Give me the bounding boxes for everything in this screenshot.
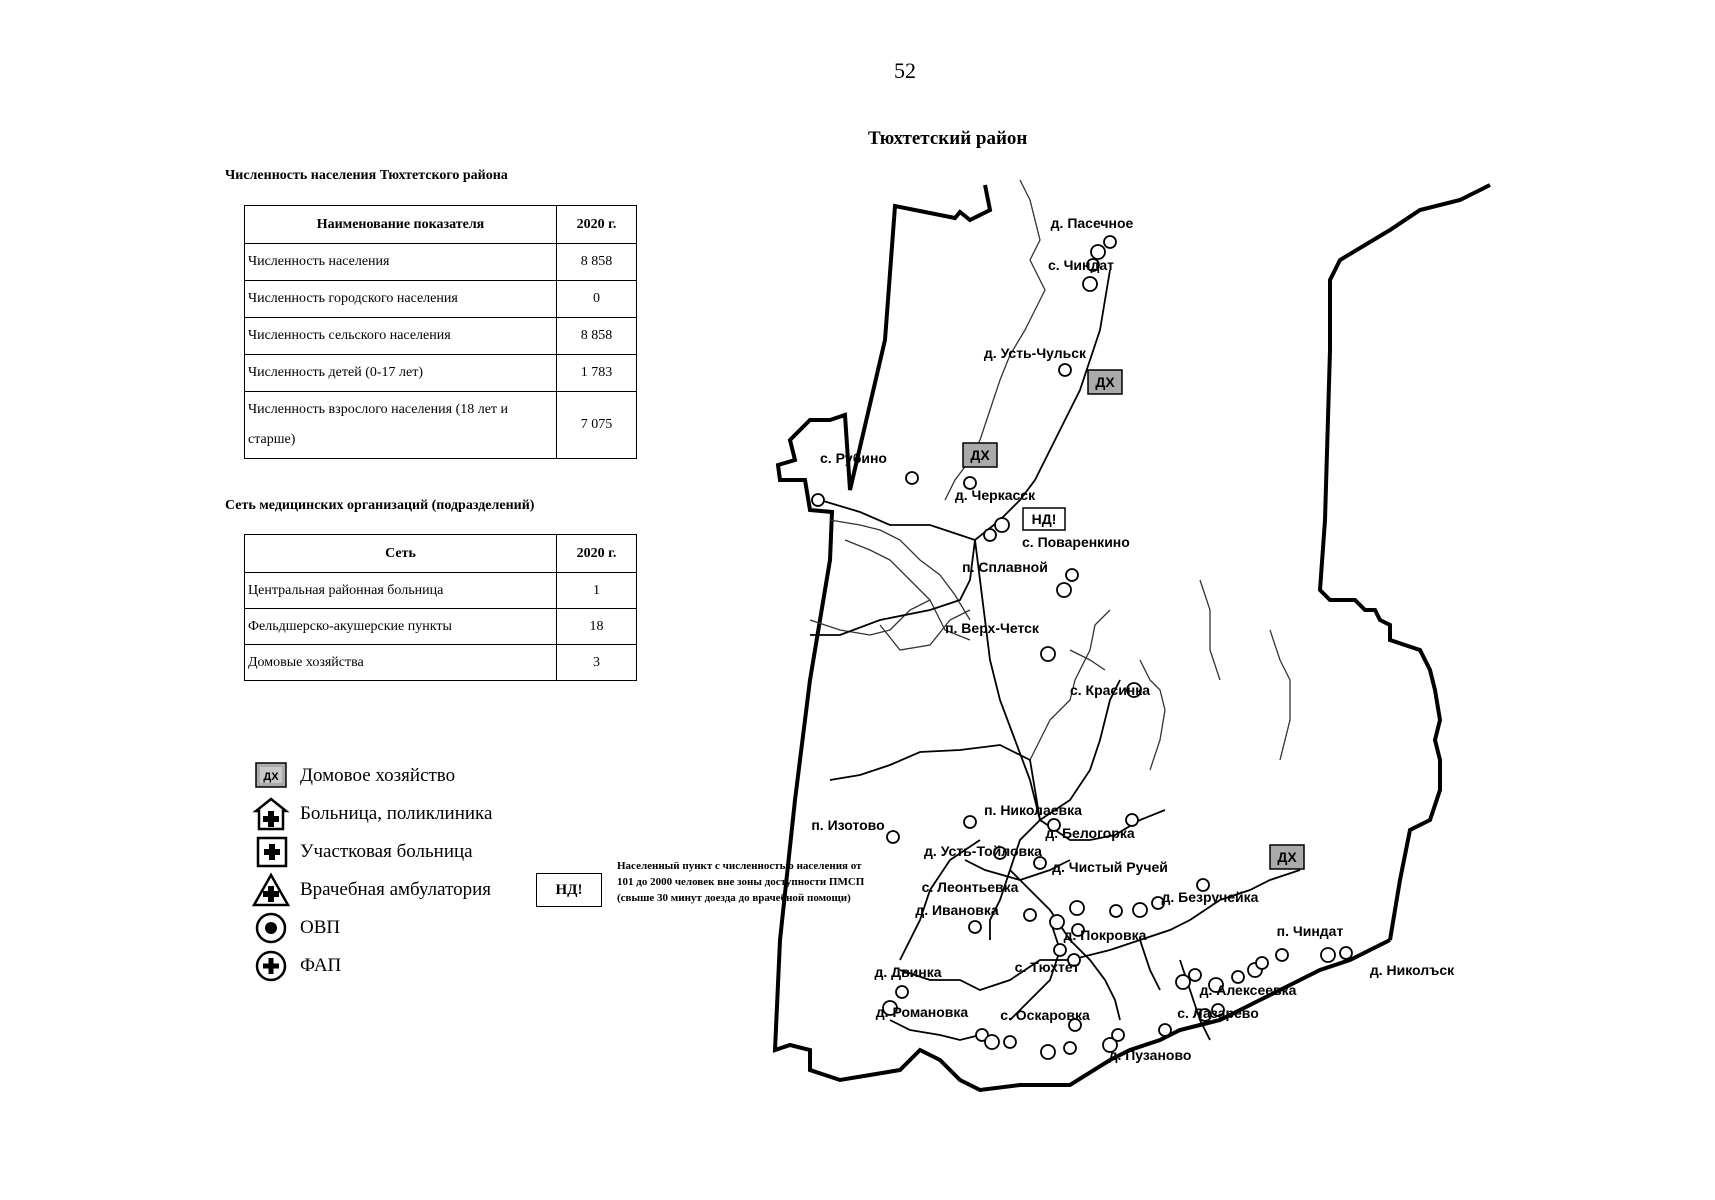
legend-item-hospital <box>252 796 492 832</box>
household-badge <box>1088 370 1122 394</box>
network-table <box>244 534 637 681</box>
household-badge <box>963 443 997 467</box>
place-labels <box>811 215 1455 1063</box>
place-label: д. Ивановка <box>915 902 999 918</box>
row-value: 3 <box>557 645 637 681</box>
table-row <box>245 281 637 318</box>
row-value: 8 858 <box>557 244 637 281</box>
table-row <box>245 573 637 609</box>
place-label: с. Тюхтет <box>1014 959 1080 975</box>
table-row <box>245 318 637 355</box>
table-header-row <box>245 206 637 244</box>
legend-label: Врачебная амбулатория <box>300 879 492 900</box>
dx-box-icon <box>252 758 292 794</box>
place-label: п. Чиндат <box>1276 923 1344 939</box>
row-label: Численность сельского населения <box>245 318 557 355</box>
place-label: д. Белогорка <box>1045 825 1135 841</box>
place-label: п. Николаевка <box>984 802 1082 818</box>
place-label: д. Алексеевка <box>1199 982 1297 998</box>
place-label: д. Пасечное <box>1050 215 1134 231</box>
place-label: д. Усть-Тойловка <box>924 843 1042 859</box>
legend-label: Участковая больница <box>300 841 473 862</box>
column-header-year: 2020 г. <box>557 206 637 244</box>
place-label: п. Верх-Четск <box>945 620 1039 636</box>
population-table <box>244 205 637 459</box>
legend-label: ОВП <box>300 917 341 938</box>
place-label: с. Рубино <box>820 450 887 466</box>
place-label: с. Лазарево <box>1177 1005 1259 1021</box>
nd-legend-description: Населенный пункт с численностью населения от 101 до 2000 человек вне зоны доступности ПМСП (свыше 30 минут доезда до врачебной помощи) <box>617 860 865 904</box>
place-label: п. Изотово <box>811 817 885 833</box>
column-header-year: 2020 г. <box>557 535 637 573</box>
legend-item-household <box>252 758 455 794</box>
page-number: 52 <box>894 58 916 83</box>
svg-text:ДХ: ДХ <box>1095 374 1115 390</box>
legend-item-fap <box>252 948 341 984</box>
house-cross-icon <box>252 796 292 832</box>
district-map <box>770 180 1540 1100</box>
svg-text:НД!: НД! <box>1031 511 1057 527</box>
row-label: Центральная районная больница <box>245 573 557 609</box>
place-label: п. Сплавной <box>962 559 1048 575</box>
row-label: Численность населения <box>245 244 557 281</box>
nd-legend-box: НД! <box>536 873 602 907</box>
map-title: Тюхтетский район <box>868 128 1028 149</box>
row-label: Численность детей (0-17 лет) <box>245 355 557 392</box>
svg-text:ДХ: ДХ <box>1277 849 1297 865</box>
legend-item-ovp <box>252 910 340 946</box>
row-label: Домовые хозяйства <box>245 645 557 681</box>
svg-text:ДХ: ДХ <box>970 447 990 463</box>
table-row <box>245 645 637 681</box>
place-label: с. Поваренкино <box>1022 534 1130 550</box>
place-label: д. Чистый Ручей <box>1052 859 1168 875</box>
legend-label: ФАП <box>300 955 342 976</box>
household-badge <box>1270 845 1304 869</box>
row-value: 7 075 <box>557 392 637 459</box>
row-label: Численность взрослого населения (18 лет и старше) <box>245 392 557 459</box>
triangle-cross-icon <box>252 872 292 908</box>
place-label: с. Леонтьевка <box>921 879 1019 895</box>
place-label: с. Оскаровка <box>1000 1007 1090 1023</box>
population-table-title: Численность населения Тюхтетского района <box>225 168 508 183</box>
place-label: д. Безручейка <box>1161 889 1259 905</box>
table-header-row <box>245 535 637 573</box>
place-label: с. Чиндат <box>1048 257 1114 273</box>
table-row <box>245 355 637 392</box>
circle-dot-icon <box>252 910 292 946</box>
circle-cross-icon <box>252 948 292 984</box>
row-value: 18 <box>557 609 637 645</box>
place-label: с. Красинка <box>1069 682 1151 698</box>
place-label: д. Пузаново <box>1108 1047 1192 1063</box>
place-label: д. Двинка <box>874 964 942 980</box>
table-row <box>245 392 637 459</box>
network-table-title: Сеть медицинских организаций (подразделений) <box>225 498 535 513</box>
row-label: Численность городского населения <box>245 281 557 318</box>
place-label: д. Покровка <box>1063 927 1147 943</box>
svg-text:ДХ: ДХ <box>263 771 279 783</box>
row-value: 1 783 <box>557 355 637 392</box>
row-label: Фельдшерско-акушерские пункты <box>245 609 557 645</box>
legend-item-district-hospital <box>252 834 473 870</box>
district-border <box>775 185 1490 1090</box>
place-label: д. Черкасск <box>954 487 1036 503</box>
nd-badge <box>1023 508 1065 530</box>
place-label: д. Усть-Чульск <box>983 345 1087 361</box>
legend-label: Домовое хозяйство <box>300 765 456 786</box>
legend-label: Больница, поликлиника <box>300 803 493 824</box>
table-row <box>245 609 637 645</box>
place-label: д. Николъск <box>1369 962 1455 978</box>
column-header-name: Наименование показателя <box>245 206 557 244</box>
row-value: 0 <box>557 281 637 318</box>
row-value: 1 <box>557 573 637 609</box>
column-header-name: Сеть <box>245 535 557 573</box>
place-label: д. Романовка <box>875 1004 969 1020</box>
row-value: 8 858 <box>557 318 637 355</box>
table-row <box>245 244 637 281</box>
legend-item-ambulatory <box>252 872 491 908</box>
square-cross-icon <box>252 834 292 870</box>
